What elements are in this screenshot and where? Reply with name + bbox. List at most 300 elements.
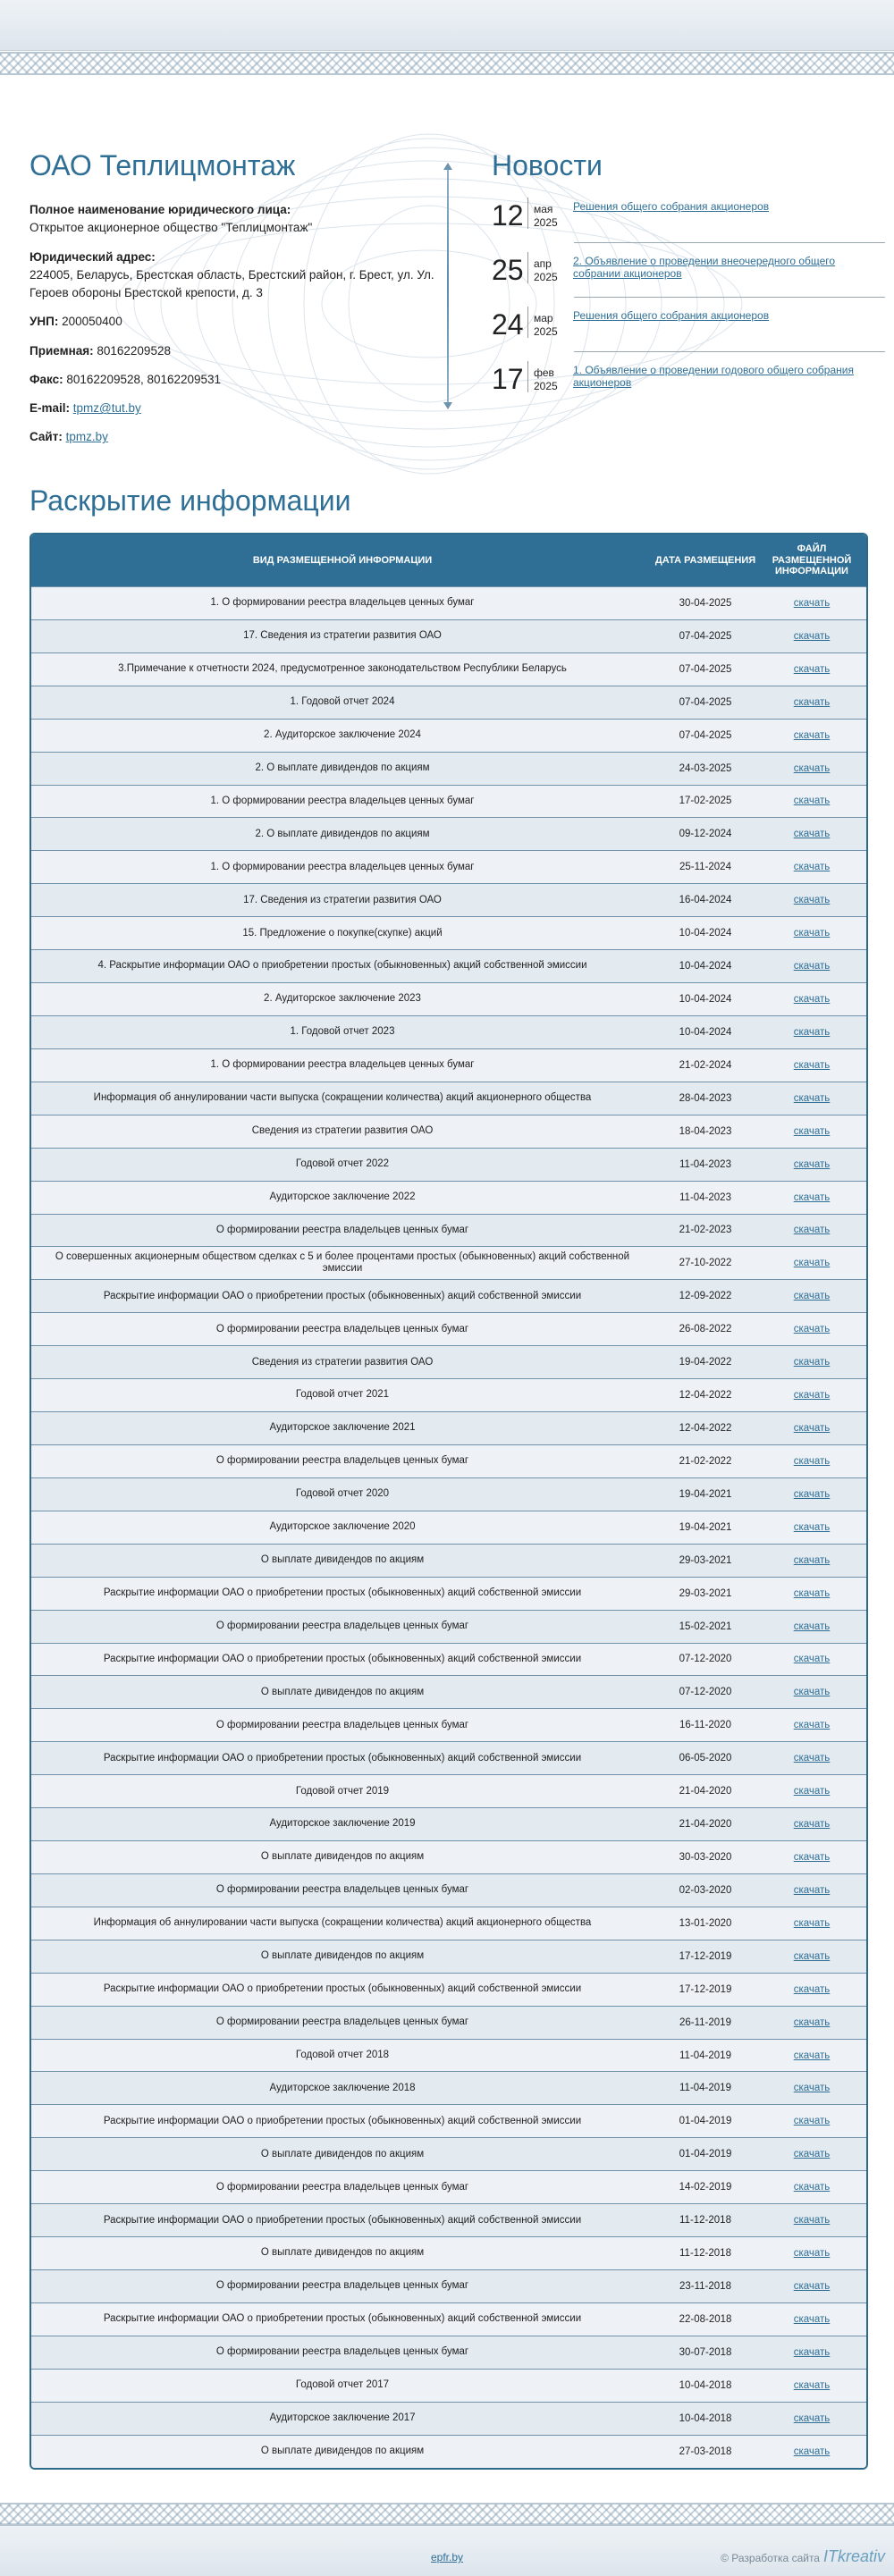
cell-date: 09-12-2024 [679, 829, 732, 840]
download-link[interactable]: скачать [793, 1819, 831, 1831]
cell-file [757, 1852, 866, 1863]
cell-type: Раскрытие информации ОАО о приобретении простых (обыкновенных) акций собственной эмиссии [103, 1653, 582, 1664]
table-row [31, 2369, 866, 2402]
table-row [31, 1610, 866, 1643]
cell-type: 1. Годовой отчет 2023 [290, 1026, 395, 1038]
download-link[interactable]: скачать [793, 2379, 831, 2391]
download-link[interactable]: скачать [793, 1026, 831, 1038]
table-row [31, 883, 866, 916]
table-row [31, 2435, 866, 2468]
download-link[interactable]: скачать [793, 1455, 831, 1467]
site-block [30, 428, 450, 446]
cell-date: 10-04-2018 [679, 2379, 732, 2391]
cell-type: Годовой отчет 2017 [295, 2379, 390, 2391]
cell-type: О формировании реестра владельцев ценных бумаг [215, 2346, 469, 2358]
cell-date: 16-11-2020 [679, 1720, 731, 1731]
news-month: фев [534, 366, 554, 380]
cell-date: 26-11-2019 [679, 2016, 731, 2028]
cell-date: 30-07-2018 [679, 2346, 732, 2358]
table-row [31, 686, 866, 719]
cell-type: Сведения из стратегии развития ОАО [251, 1356, 434, 1368]
table-row [31, 1708, 866, 1741]
cell-file [757, 862, 866, 872]
download-link[interactable]: скачать [793, 1092, 831, 1104]
download-link[interactable]: скачать [793, 1654, 831, 1665]
cell-date: 11-12-2018 [679, 2248, 731, 2260]
cell-date: 12-04-2022 [679, 1423, 732, 1434]
cell-date: 11-04-2023 [679, 1191, 731, 1203]
cell-type: Годовой отчет 2018 [295, 2049, 390, 2060]
cell-date: 12-09-2022 [679, 1291, 732, 1302]
download-link[interactable]: скачать [793, 1687, 831, 1698]
news-day: 25 [492, 254, 524, 287]
news-year: 2025 [534, 270, 558, 283]
table-row [31, 1345, 866, 1378]
cell-type: О выплате дивидендов по акциям [260, 1950, 425, 1962]
cell-type: О выплате дивидендов по акциям [260, 1554, 425, 1566]
cell-type: О выплате дивидендов по акциям [260, 1851, 425, 1863]
cell-file [757, 664, 866, 675]
cell-date: 06-05-2020 [679, 1753, 732, 1764]
table-row [31, 785, 866, 818]
cell-type: Раскрытие информации ОАО о приобретении простых (обыкновенных) акций собственной эмиссии [103, 1983, 582, 1995]
cell-type: Раскрытие информации ОАО о приобретении простых (обыкновенных) акций собственной эмиссии [103, 1587, 582, 1598]
cell-file [757, 1027, 866, 1038]
table-row [31, 2236, 866, 2269]
download-link[interactable]: скачать [793, 829, 831, 840]
cell-type: О формировании реестра владельцев ценных бумаг [215, 2016, 469, 2027]
table-row [31, 1907, 866, 1940]
email-label: E-mail: [30, 401, 71, 416]
cell-date: 14-02-2019 [679, 2182, 732, 2193]
cell-file [757, 2413, 866, 2424]
cell-date: 02-03-2020 [679, 1884, 732, 1896]
download-link[interactable]: скачать [793, 1753, 831, 1764]
cell-type: Годовой отчет 2022 [295, 1158, 390, 1170]
download-link[interactable]: скачать [793, 2215, 831, 2227]
fax-value: 80162209528, 80162209531 [66, 372, 222, 386]
table-row [31, 619, 866, 652]
news-month-year [527, 361, 573, 392]
cell-date: 01-04-2019 [679, 2116, 732, 2127]
news-day: 24 [492, 308, 524, 341]
cell-type: 17. Сведения из стратегии развития ОАО [243, 630, 442, 642]
download-link[interactable]: скачать [793, 1884, 831, 1896]
header-ornament [0, 52, 894, 75]
download-link[interactable]: скачать [793, 1917, 831, 1929]
news-month: мар [534, 312, 553, 325]
news-link[interactable]: 1. Объявление о проведении годового общего собрания акционеров [573, 364, 854, 389]
table-body [31, 586, 866, 2468]
cell-date: 18-04-2023 [679, 1125, 732, 1137]
download-link[interactable]: скачать [793, 1357, 831, 1368]
cell-file [757, 928, 866, 939]
disclosure-title: Раскрытие информации [30, 484, 351, 517]
download-link[interactable]: скачать [793, 2016, 831, 2028]
download-link[interactable]: скачать [793, 1191, 831, 1203]
address-value: 224005, Беларусь, Брестская область, Брестский район, г. Брест, ул. Ул. Героев обороны Брестской крепости, д. 3 [30, 267, 434, 300]
download-link[interactable]: скачать [793, 1587, 831, 1599]
cell-date: 21-04-2020 [679, 1819, 732, 1831]
table-row [31, 1378, 866, 1411]
cell-file [757, 1819, 866, 1830]
cell-type: Аудиторское заключение 2022 [269, 1191, 416, 1202]
download-link[interactable]: скачать [793, 928, 831, 939]
cell-date: 07-12-2020 [679, 1687, 732, 1698]
cell-date: 15-02-2021 [679, 1621, 732, 1632]
cell-file [757, 2116, 866, 2126]
table-row [31, 1940, 866, 1973]
fullname-value: Открытое акционерное общество "Теплицмонтаж" [30, 221, 313, 235]
unp-label: УНП: [30, 315, 59, 329]
news-title: Новости [492, 149, 603, 181]
table-row [31, 2104, 866, 2137]
email-block [30, 400, 450, 417]
cell-file [757, 1093, 866, 1104]
table-row [31, 1511, 866, 1544]
header-type: ВИД РАЗМЕЩЕННОЙ ИНФОРМАЦИИ [252, 555, 433, 566]
download-link[interactable]: скачать [793, 1423, 831, 1434]
cell-file [757, 1126, 866, 1137]
table-row [31, 2137, 866, 2170]
download-link[interactable]: скачать [793, 2313, 831, 2325]
cell-date: 25-11-2024 [679, 862, 731, 873]
table-row [31, 916, 866, 949]
address-block [30, 248, 450, 303]
cell-date: 10-04-2018 [679, 2412, 732, 2424]
download-link[interactable]: скачать [793, 1983, 831, 1995]
cell-date: 29-03-2021 [679, 1587, 732, 1599]
cell-file [757, 1225, 866, 1235]
download-link[interactable]: скачать [793, 2083, 831, 2094]
download-link[interactable]: скачать [793, 1225, 831, 1236]
download-link[interactable]: скачать [793, 1488, 831, 1500]
cell-file [757, 598, 866, 609]
cell-type: О выплате дивидендов по акциям [260, 2445, 425, 2456]
download-link[interactable]: скачать [793, 597, 831, 609]
cell-file [757, 895, 866, 905]
table-row [31, 1807, 866, 1840]
cell-file [757, 1984, 866, 1995]
download-link[interactable]: скачать [793, 1324, 831, 1335]
table-row [31, 1444, 866, 1477]
table-header [31, 535, 866, 586]
table-row [31, 817, 866, 850]
download-link[interactable]: скачать [793, 696, 831, 708]
download-link[interactable]: скачать [793, 2050, 831, 2061]
cell-file [757, 697, 866, 708]
cell-type: О формировании реестра владельцев ценных бумаг [215, 1455, 469, 1467]
table-row [31, 586, 866, 619]
download-link[interactable]: скачать [793, 762, 831, 774]
download-link[interactable]: скачать [793, 1851, 831, 1863]
cell-file [757, 1324, 866, 1334]
unp-block [30, 313, 450, 331]
cell-date: 29-03-2021 [679, 1554, 732, 1566]
cell-date: 16-04-2024 [679, 895, 732, 906]
cell-file [757, 2380, 866, 2391]
cell-date: 12-04-2022 [679, 1390, 732, 1402]
download-link[interactable]: скачать [793, 796, 831, 807]
cell-date: 24-03-2025 [679, 762, 732, 774]
cell-type: Раскрытие информации ОАО о приобретении простых (обыкновенных) акций собственной эмиссии [103, 1752, 582, 1764]
news-month: апр [534, 257, 552, 271]
download-link[interactable]: скачать [793, 1521, 831, 1533]
news-item [492, 198, 885, 252]
news-item [492, 307, 885, 361]
download-link[interactable]: скачать [793, 2346, 831, 2358]
cell-date: 17-02-2025 [679, 796, 732, 807]
cell-file [757, 994, 866, 1005]
cell-date: 27-10-2022 [679, 1258, 732, 1269]
download-link[interactable]: скачать [793, 1950, 831, 1962]
cell-type: 3.Примечание к отчетности 2024, предусмотренное законодательством Республики Беларусь [118, 663, 567, 675]
download-link[interactable]: скачать [793, 2182, 831, 2193]
cell-type: 2. Аудиторское заключение 2024 [264, 729, 421, 741]
download-link[interactable]: скачать [793, 862, 831, 873]
cell-type: Информация об аннулировании части выпуска (сокращении количества) акций акционерного общества [93, 1092, 592, 1104]
table-row [31, 1675, 866, 1708]
cell-date: 01-04-2019 [679, 2149, 732, 2160]
cell-file [757, 2182, 866, 2193]
cell-date: 07-04-2025 [679, 663, 732, 675]
cell-type: Информация об аннулировании части выпуска (сокращении количества) акций акционерного общества [93, 1917, 592, 1929]
cell-file [757, 1357, 866, 1368]
download-link[interactable]: скачать [793, 1390, 831, 1402]
cell-file [757, 1720, 866, 1730]
site-label: Сайт: [30, 430, 63, 444]
email-link[interactable]: tpmz@tut.by [72, 401, 141, 416]
table-row [31, 1643, 866, 1676]
cell-file [757, 1918, 866, 1929]
table-row [31, 1873, 866, 1907]
table-row [31, 850, 866, 883]
cell-type: О формировании реестра владельцев ценных бумаг [215, 2181, 469, 2193]
header-file: ФАЙЛ РАЗМЕЩЕННОЙ ИНФОРМАЦИИ [772, 543, 852, 577]
download-link[interactable]: скачать [793, 2149, 831, 2160]
download-link[interactable]: скачать [793, 895, 831, 906]
cell-file [757, 1555, 866, 1566]
download-link[interactable]: скачать [793, 2116, 831, 2127]
reception-value: 80162209528 [97, 343, 171, 358]
news-separator [574, 242, 885, 243]
table-row [31, 1973, 866, 2006]
cell-type: 1. О формировании реестра владельцев ценных бумаг [210, 795, 475, 806]
table-row [31, 2071, 866, 2104]
disclosure-table [30, 533, 868, 2470]
download-link[interactable]: скачать [793, 1258, 831, 1269]
table-row [31, 1477, 866, 1511]
cell-file [757, 1885, 866, 1896]
cell-file [757, 2314, 866, 2325]
cell-date: 17-12-2019 [679, 1983, 732, 1995]
company-info [30, 150, 450, 458]
cell-file [757, 2149, 866, 2159]
cell-date: 19-04-2021 [679, 1488, 732, 1500]
cell-file [757, 2215, 866, 2226]
table-row [31, 1181, 866, 1214]
table-row [31, 2170, 866, 2203]
news-year: 2025 [534, 379, 558, 392]
table-row [31, 1411, 866, 1444]
news-separator [574, 297, 885, 298]
cell-date: 27-03-2018 [679, 2446, 732, 2457]
cell-type: О выплате дивидендов по акциям [260, 2148, 425, 2159]
news-year: 2025 [534, 215, 558, 229]
news-day: 12 [492, 199, 524, 232]
cell-date: 21-04-2020 [679, 1786, 732, 1797]
fax-block [30, 371, 450, 389]
download-link[interactable]: скачать [793, 729, 831, 741]
news-year: 2025 [534, 324, 558, 338]
cell-date: 10-04-2024 [679, 961, 732, 972]
table-row [31, 1741, 866, 1774]
reception-block [30, 342, 450, 360]
download-link[interactable]: скачать [793, 1291, 831, 1302]
table-row [31, 1544, 866, 1577]
site-link[interactable]: tpmz.by [65, 430, 108, 444]
cell-type: О выплате дивидендов по акциям [260, 1686, 425, 1697]
cell-file [757, 1786, 866, 1797]
table-row [31, 1115, 866, 1148]
unp-value: 200050400 [62, 315, 122, 329]
cell-type: Раскрытие информации ОАО о приобретении простых (обыкновенных) акций собственной эмиссии [103, 2313, 582, 2325]
table-row [31, 2006, 866, 2039]
table-row [31, 2302, 866, 2336]
download-link[interactable]: скачать [793, 663, 831, 675]
developer-logo[interactable]: ITkreativ [822, 2547, 885, 2565]
cell-type: 1. О формировании реестра владельцев ценных бумаг [210, 861, 475, 872]
cell-file [757, 1951, 866, 1962]
cell-date: 26-08-2022 [679, 1324, 732, 1335]
table-row [31, 1015, 866, 1048]
table-row [31, 2269, 866, 2302]
download-link[interactable]: скачать [793, 961, 831, 972]
cell-file [757, 829, 866, 839]
cell-file [757, 631, 866, 642]
cell-file [757, 1654, 866, 1664]
cell-date: 10-04-2024 [679, 1026, 732, 1038]
news-month-year [527, 307, 573, 338]
table-row [31, 2203, 866, 2236]
reception-label: Приемная: [30, 343, 94, 358]
cell-file [757, 1621, 866, 1632]
download-link[interactable]: скачать [793, 994, 831, 1006]
news-link[interactable]: 2. Объявление о проведении внеочередного общего собрании акционеров [573, 255, 836, 280]
news-link[interactable]: Решения общего собрания акционеров [573, 200, 770, 214]
download-link[interactable]: скачать [793, 1158, 831, 1170]
cell-type: О формировании реестра владельцев ценных бумаг [215, 1620, 469, 1631]
news-link[interactable]: Решения общего собрания акционеров [573, 309, 770, 323]
cell-date: 23-11-2018 [679, 2280, 731, 2292]
cell-file [757, 1588, 866, 1599]
cell-file [757, 1159, 866, 1170]
cell-file [757, 1192, 866, 1203]
cell-file [757, 2347, 866, 2358]
cell-file [757, 730, 866, 741]
download-link[interactable]: скачать [793, 1059, 831, 1071]
cell-date: 21-02-2024 [679, 1059, 732, 1071]
news-month-year [527, 198, 573, 229]
cell-date: 10-04-2024 [679, 994, 732, 1006]
company-title: ОАО Теплицмонтаж [30, 149, 296, 181]
cell-type: 2. Аудиторское заключение 2023 [264, 993, 421, 1005]
download-link[interactable]: скачать [793, 630, 831, 642]
cell-date: 07-04-2025 [679, 630, 732, 642]
cell-file [757, 1753, 866, 1764]
cell-date: 30-04-2025 [679, 597, 732, 609]
cell-type: Раскрытие информации ОАО о приобретении простых (обыкновенных) акций собственной эмиссии [103, 1290, 582, 1301]
download-link[interactable]: скачать [793, 1554, 831, 1566]
cell-type: Аудиторское заключение 2018 [269, 2082, 416, 2093]
cell-type: Годовой отчет 2020 [295, 1488, 390, 1500]
cell-type: 1. О формировании реестра владельцев ценных бумаг [210, 1059, 475, 1071]
news-month: мая [534, 203, 553, 216]
cell-file [757, 1060, 866, 1071]
download-link[interactable]: скачать [793, 2446, 831, 2457]
download-link[interactable]: скачать [793, 1125, 831, 1137]
download-link[interactable]: скачать [793, 1621, 831, 1632]
download-link[interactable]: скачать [793, 2280, 831, 2292]
download-link[interactable]: скачать [793, 1720, 831, 1731]
cell-file [757, 2017, 866, 2028]
cell-date: 13-01-2020 [679, 1917, 732, 1929]
cell-date: 11-04-2023 [679, 1158, 731, 1170]
fullname-label: Полное наименование юридического лица: [30, 203, 291, 217]
header-band [0, 0, 894, 51]
table-row [31, 1048, 866, 1082]
cell-type: О совершенных акционерным обществом сделках с 5 и более процентами простых (обыкновенных) акций собственной эмиссии [55, 1251, 630, 1275]
cell-date: 30-03-2020 [679, 1851, 732, 1863]
address-label: Юридический адрес: [30, 249, 156, 264]
download-link[interactable]: скачать [793, 2412, 831, 2424]
news-list [492, 198, 885, 416]
cell-type: Раскрытие информации ОАО о приобретении простых (обыкновенных) акций собственной эмиссии [103, 2115, 582, 2126]
table-row [31, 752, 866, 785]
fullname-block [30, 201, 450, 238]
download-link[interactable]: скачать [793, 2248, 831, 2260]
news-section [492, 150, 885, 416]
table-row [31, 1577, 866, 1610]
cell-type: 15. Предложение о покупке(скупке) акций [242, 927, 443, 939]
cell-type: О выплате дивидендов по акциям [260, 2247, 425, 2259]
footer-link[interactable]: epfr.by [431, 2551, 464, 2563]
footer-ornament [0, 2503, 894, 2526]
fax-label: Факс: [30, 372, 63, 386]
download-link[interactable]: скачать [793, 1786, 831, 1797]
cell-type: Годовой отчет 2019 [295, 1785, 390, 1797]
cell-file [757, 2281, 866, 2292]
cell-file [757, 2248, 866, 2259]
header-date: ДАТА РАЗМЕЩЕНИЯ [654, 554, 756, 566]
cell-file [757, 1258, 866, 1268]
cell-file [757, 1489, 866, 1500]
cell-date: 07-04-2025 [679, 729, 732, 741]
cell-date: 11-12-2018 [679, 2215, 731, 2227]
cell-date: 17-12-2019 [679, 1950, 732, 1962]
cell-file [757, 1291, 866, 1301]
cell-type: О формировании реестра владельцев ценных бумаг [215, 1224, 469, 1235]
news-separator [574, 351, 885, 352]
table-row [31, 1148, 866, 1181]
table-row [31, 1279, 866, 1312]
table-row [31, 949, 866, 982]
table-row [31, 1312, 866, 1345]
table-row [31, 2039, 866, 2072]
cell-file [757, 1423, 866, 1434]
cell-date: 28-04-2023 [679, 1092, 732, 1104]
developer-credit [721, 2547, 885, 2566]
